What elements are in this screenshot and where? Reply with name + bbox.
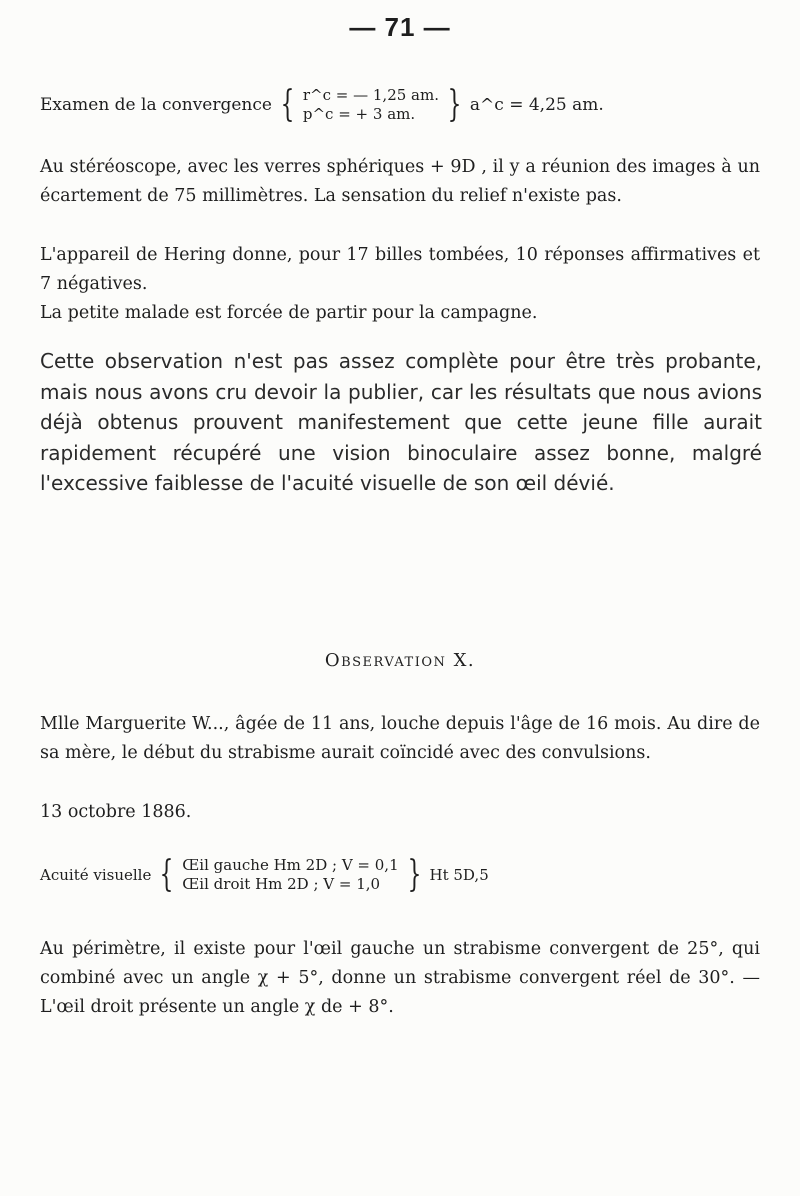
paragraph-stereoscope: Au stéréoscope, avec les verres sphériques + 9D , il y a réunion des images à un écartement de 75 millimètres. La sensation du relief n'existe pas. [40, 157, 760, 206]
convergence-formula [40, 86, 604, 124]
page-number: — 71 — [349, 12, 451, 42]
commentary-paragraph: Cette observation n'est pas assez complète pour être très probante, mais nous avons cru devoir la publier, car les résultats que nous avions déjà obtenus prouvent manifestement que cette jeune fille aurait rapidement récupéré une vision binoculaire assez bonne, malgré l'excessive faiblesse de l'acuité visuelle de son œil dévié. [40, 349, 762, 495]
right-brace: } [447, 84, 462, 125]
acuity-line-2: Œil droit Hm 2D ; V = 1,0 [182, 875, 381, 893]
left-brace: { [280, 84, 295, 125]
acuity-label: Acuité visuelle [40, 866, 152, 884]
paragraph-campagne: La petite malade est forcée de partir pour la campagne. [40, 303, 538, 323]
convergence-values [303, 86, 439, 124]
left-brace: { [159, 854, 174, 895]
paragraph-perimeter: Au périmètre, il existe pour l'œil gauche un strabisme convergent de 25°, qui combiné avec un angle χ + 5°, donne un strabisme convergent réel de 30°. — L'œil droit présente un angle χ de + 8°. [40, 939, 760, 1017]
convergence-label: Examen de la convergence [40, 95, 272, 115]
acuity-formula [40, 856, 489, 894]
acuity-values [182, 856, 398, 894]
observation-heading: Observation X. [324, 650, 476, 671]
right-brace: } [407, 854, 421, 895]
acuity-result: Ht 5D,5 [429, 866, 489, 884]
paragraph-date: 13 octobre 1886. [40, 802, 192, 822]
paragraph-hering: L'appareil de Hering donne, pour 17 billes tombées, 10 réponses affirmatives et 7 négatives. [40, 245, 760, 294]
convergence-line-2: p^c = + 3 am. [302, 105, 416, 123]
paragraph-patient: Mlle Marguerite W..., âgée de 11 ans, louche depuis l'âge de 16 mois. Au dire de sa mère, le début du strabisme aurait coïncidé avec des convulsions. [40, 714, 760, 763]
convergence-result: a^c = 4,25 am. [469, 95, 604, 115]
convergence-line-1: r^c = — 1,25 am. [302, 86, 439, 104]
acuity-line-1: Œil gauche Hm 2D ; V = 0,1 [182, 856, 399, 874]
